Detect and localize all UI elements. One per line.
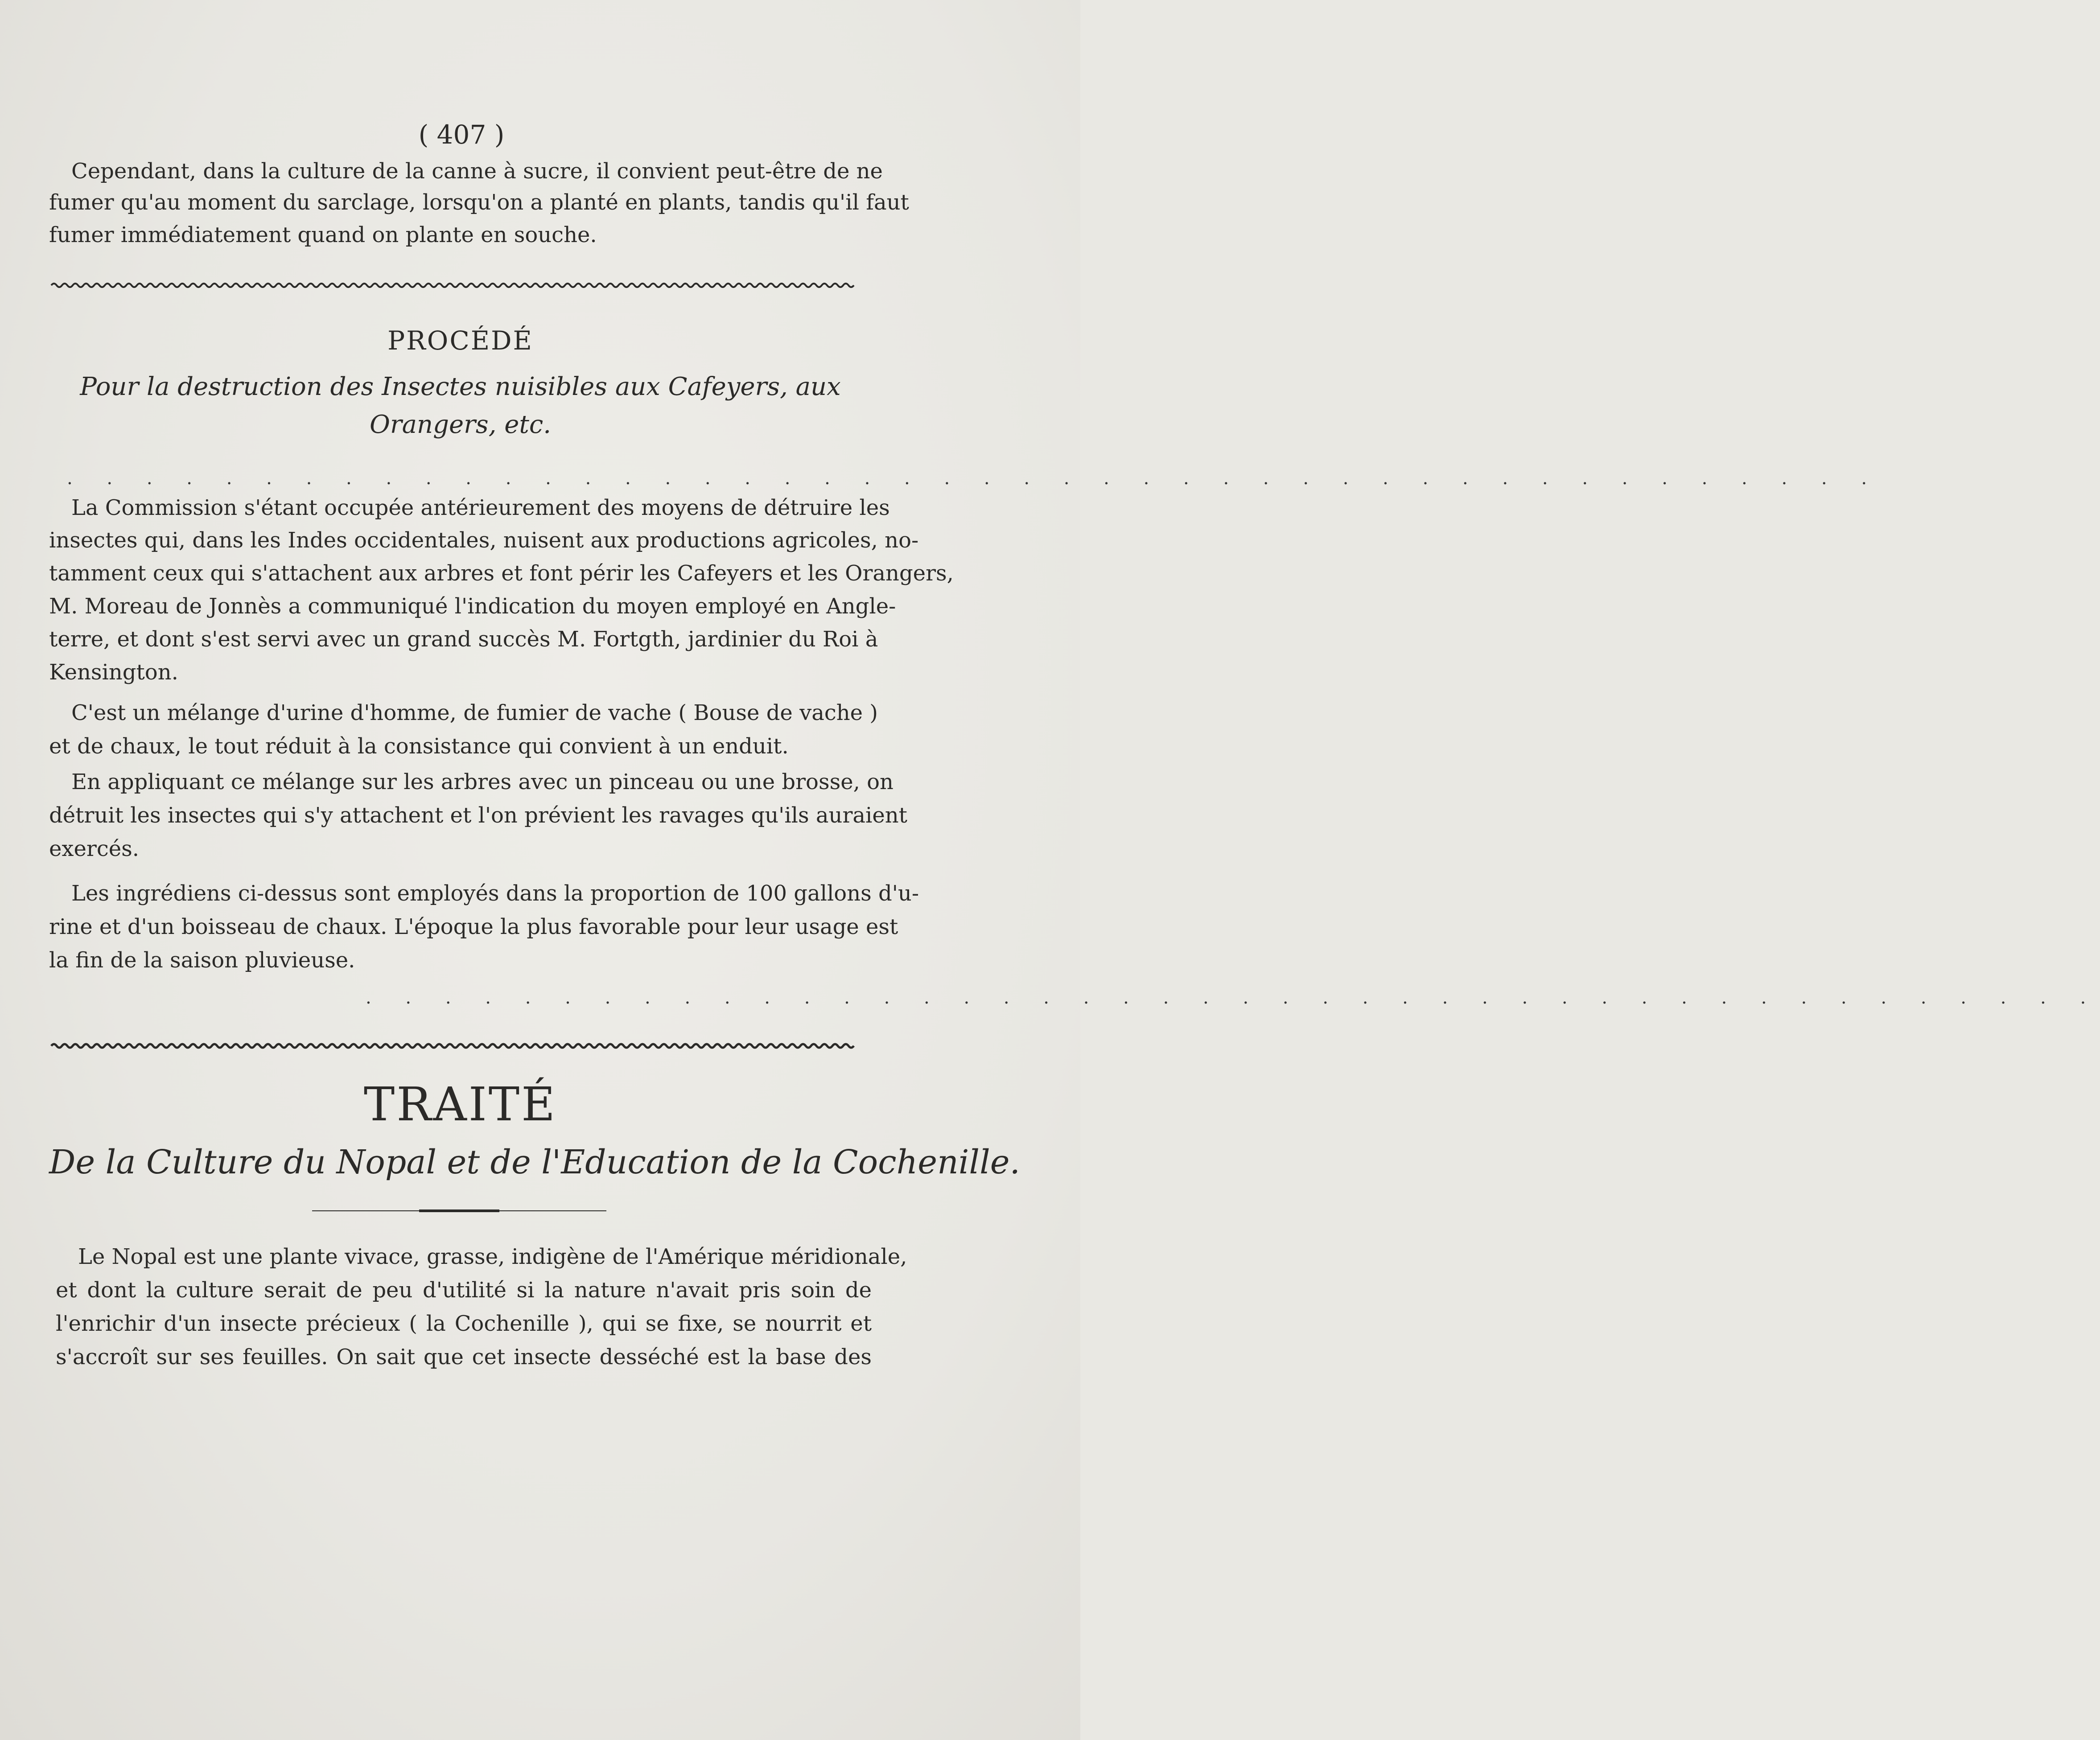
s2-p1-line-2: et dont la culture serait de peu d'utilité si la nature n'avait pris soin de <box>56 1278 872 1303</box>
short-rule <box>312 1209 606 1213</box>
s1-p4-line-3: la fin de la saison pluvieuse. <box>49 948 355 973</box>
s2-p1-line-3: l'enrichir d'un insecte précieux ( la Cochenille ), qui se fixe, se nourrit et <box>56 1311 872 1336</box>
s1-p4-line-1: Les ingrédiens ci-dessus sont employés dans la proportion de 100 gallons d'u- <box>71 881 919 906</box>
page-number: ( 407 ) <box>418 119 505 150</box>
s1-p1-line-4: M. Moreau de Jonnès a communiqué l'indication du moyen employé en Angle- <box>49 594 896 619</box>
s1-p1-line-2: insectes qui, dans les Indes occidentales, nuisent aux productions agricoles, no- <box>49 528 919 553</box>
dotted-leader-1: . . . . . . . . . . . . . . . . . . . . . . . . . . . . . . . . . . . . . . . . . . . . . . <box>67 468 1882 489</box>
section2-title: TRAITÉ <box>363 1077 557 1131</box>
s1-p1-line-3: tamment ceux qui s'attachent aux arbres et font périr les Cafeyers et les Orangers, <box>49 561 954 586</box>
section1-subtitle-2: Orangers, etc. <box>369 410 552 439</box>
s1-p2-line-1: C'est un mélange d'urine d'homme, de fumier de vache ( Bouse de vache ) <box>71 700 878 725</box>
s1-p3-line-2: détruit les insectes qui s'y attachent et l'on prévient les ravages qu'ils auraient <box>49 803 907 828</box>
s1-p1-line-5: terre, et dont s'est servi avec un grand succès M. Fortgth, jardinier du Roi à <box>49 627 878 652</box>
s1-p3-line-3: exercés. <box>49 836 140 861</box>
s1-p3-line-1: En appliquant ce mélange sur les arbres avec un pinceau ou une brosse, on <box>71 769 894 794</box>
section1-subtitle-1: Pour la destruction des Insectes nuisibles aux Cafeyers, aux <box>80 372 841 401</box>
intro-line-2: fumer qu'au moment du sarclage, lorsqu'on a planté en plants, tandis qu'il faut <box>49 190 909 215</box>
intro-line-3: fumer immédiatement quand on plante en souche. <box>49 222 597 247</box>
s2-p1-line-4: s'accroît sur ses feuilles. On sait que cet insecte desséché est la base des <box>56 1345 872 1370</box>
section2-subtitle: De la Culture du Nopal et de l'Education de la Cochenille. <box>49 1143 1021 1181</box>
s1-p1-line-1: La Commission s'étant occupée antérieurement des moyens de détruire les <box>71 495 890 520</box>
s1-p2-line-2: et de chaux, le tout réduit à la consistance qui convient à un enduit. <box>49 734 789 759</box>
s1-p1-line-6: Kensington. <box>49 660 178 685</box>
dotted-leader-2: . . . . . . . . . . . . . . . . . . . . . . . . . . . . . . . . . . . . . . . . . . . . <box>366 987 2100 1008</box>
wavy-rule-middle <box>51 1042 856 1049</box>
s2-p1-line-1: Le Nopal est une plante vivace, grasse, indigène de l'Amérique méridionale, <box>78 1244 907 1269</box>
s1-p4-line-2: rine et d'un boisseau de chaux. L'époque la plus favorable pour leur usage est <box>49 914 898 939</box>
wavy-rule-top <box>51 282 856 289</box>
section1-title: PROCÉDÉ <box>387 325 533 356</box>
intro-line-1: Cependant, dans la culture de la canne à sucre, il convient peut-être de ne <box>71 159 883 184</box>
